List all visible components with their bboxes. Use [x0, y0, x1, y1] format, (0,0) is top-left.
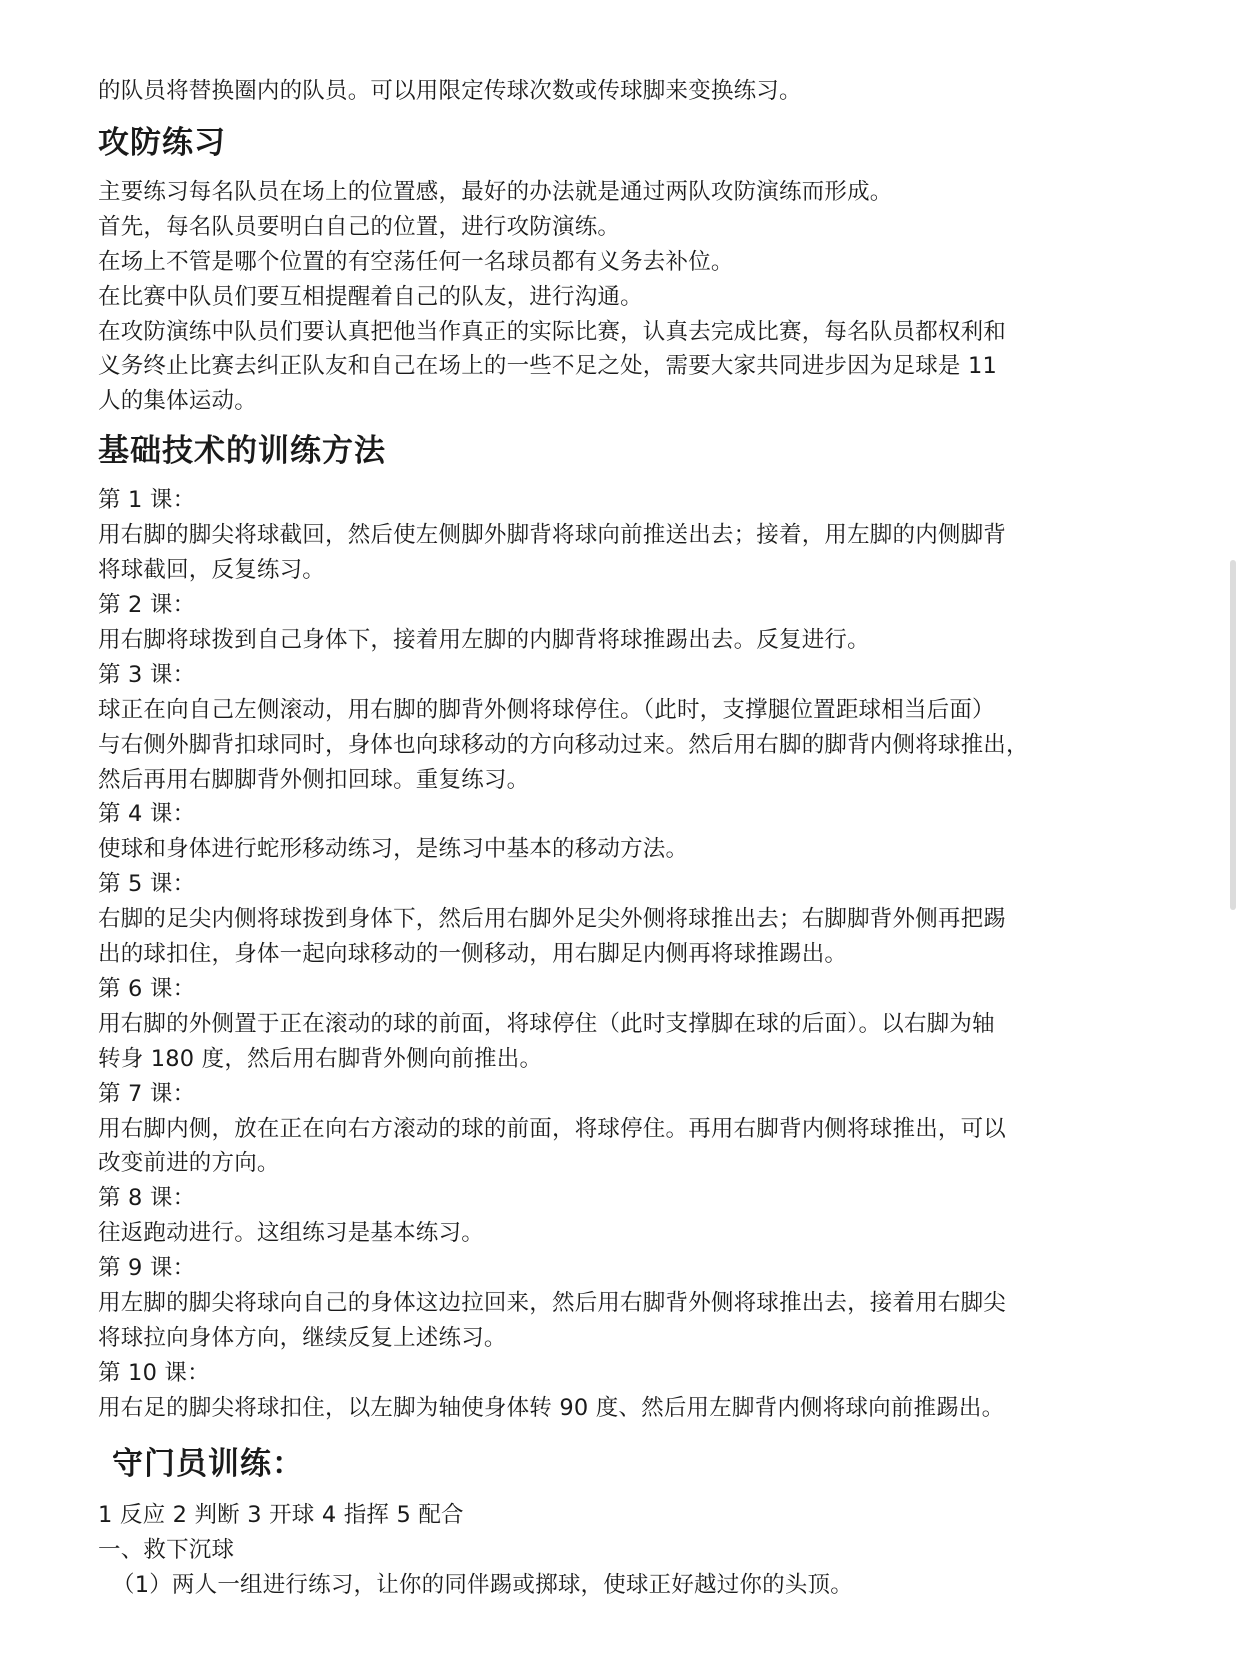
- paragraph-line: 主要练习每名队员在场上的位置感，最好的办法就是通过两队攻防演练而形成。: [98, 178, 893, 205]
- lesson-text: 用右脚的外侧置于正在滚动的球的前面，将球停住（此时支撑脚在球的后面）。以右脚为轴: [98, 1010, 995, 1037]
- lesson-text: 用右脚的脚尖将球截回，然后使左侧脚外脚背将球向前推送出去；接着，用左脚的内侧脚背: [98, 522, 1007, 549]
- paragraph-line: 人的集体运动。: [98, 388, 257, 415]
- document-page: [98, 74, 1128, 1602]
- goalkeeper-skills-list: 1 反应 2 判断 3 开球 4 指挥 5 配合: [98, 1501, 464, 1528]
- vertical-scrollbar[interactable]: [1230, 560, 1236, 910]
- lesson-text: 改变前进的方向。: [98, 1150, 280, 1177]
- paragraph-line: 首先，每名队员要明白自己的位置，进行攻防演练。: [98, 213, 621, 240]
- heading-basic-skills: 基础技术的训练方法: [98, 433, 386, 470]
- lesson-text: 将球截回，反复练习。: [98, 557, 326, 584]
- basic-skills-body: [98, 483, 1128, 1425]
- lesson-title: 第 3 课：: [98, 661, 196, 688]
- heading-goalkeeper: 守门员训练：: [112, 1445, 304, 1482]
- lesson-text: 出的球扣住，身体一起向球移动的一侧移动，用右脚足内侧再将球推踢出。: [98, 941, 848, 968]
- lesson-text: 用右脚内侧，放在正在向右方滚动的球的前面，将球停住。再用右脚背内侧将球推出，可以: [98, 1115, 1007, 1142]
- lesson-text: 然后再用右脚脚背外侧扣回球。重复练习。: [98, 766, 530, 793]
- lesson-title: 第 8 课：: [98, 1185, 196, 1212]
- lesson-text: 往返跑动进行。这组练习是基本练习。: [98, 1220, 484, 1247]
- lesson-title: 第 1 课：: [98, 487, 196, 514]
- paragraph-line: 义务终止比赛去纠正队友和自己在场上的一些不足之处，需要大家共同进步因为足球是 11: [98, 353, 997, 380]
- lesson-title: 第 4 课：: [98, 801, 196, 828]
- lesson-title: 第 5 课：: [98, 871, 196, 898]
- lesson-text: 用右足的脚尖将球扣住，以左脚为轴使身体转 90 度、然后用左脚背内侧将球向前推踢出。: [98, 1394, 1005, 1421]
- lesson-title: 第 9 课：: [98, 1255, 196, 1282]
- lesson-text: 使球和身体进行蛇形移动练习，是练习中基本的移动方法。: [98, 836, 689, 863]
- attack-defense-body: [98, 175, 1128, 419]
- lesson-text: 转身 180 度，然后用右脚背外侧向前推出。: [98, 1045, 543, 1072]
- heading-attack-defense: 攻防练习: [98, 124, 226, 161]
- lesson-title: 第 10 课：: [98, 1359, 210, 1386]
- goalkeeper-exercise: （1）两人一组进行练习，让你的同伴踢或掷球，使球正好越过你的头顶。: [112, 1571, 853, 1598]
- lesson-text: 右脚的足尖内侧将球拨到身体下，然后用右脚外足尖外侧将球推出去；右脚脚背外侧再把踢: [98, 906, 1007, 933]
- intro-text: 的队员将替换圈内的队员。可以用限定传球次数或传球脚来变换练习。: [98, 78, 802, 104]
- lesson-title: 第 6 课：: [98, 975, 196, 1002]
- goalkeeper-body: [98, 1498, 1128, 1603]
- lesson-text: 球正在向自己左侧滚动，用右脚的脚背外侧将球停住。（此时，支撑腿位置距球相当后面）: [98, 696, 995, 723]
- lesson-title: 第 2 课：: [98, 591, 196, 618]
- lesson-title: 第 7 课：: [98, 1080, 196, 1107]
- lesson-text: 与右侧外脚背扣球同时，身体也向球移动的方向移动过来。然后用右脚的脚背内侧将球推出，: [98, 731, 1029, 758]
- lesson-text: 将球拉向身体方向，继续反复上述练习。: [98, 1325, 507, 1351]
- goalkeeper-subheading: 一、救下沉球: [98, 1536, 235, 1563]
- lesson-text: 用左脚的脚尖将球向自己的身体这边拉回来，然后用右脚背外侧将球推出去，接着用右脚尖: [98, 1290, 1007, 1317]
- paragraph-line: 在场上不管是哪个位置的有空荡任何一名球员都有义务去补位。: [98, 248, 734, 275]
- lesson-text: 用右脚将球拨到自己身体下，接着用左脚的内脚背将球推踢出去。反复进行。: [98, 626, 870, 653]
- paragraph-line: 在比赛中队员们要互相提醒着自己的队友，进行沟通。: [98, 283, 643, 310]
- paragraph-line: 在攻防演练中队员们要认真把他当作真正的实际比赛，认真去完成比赛，每名队员都权利和: [98, 318, 1007, 345]
